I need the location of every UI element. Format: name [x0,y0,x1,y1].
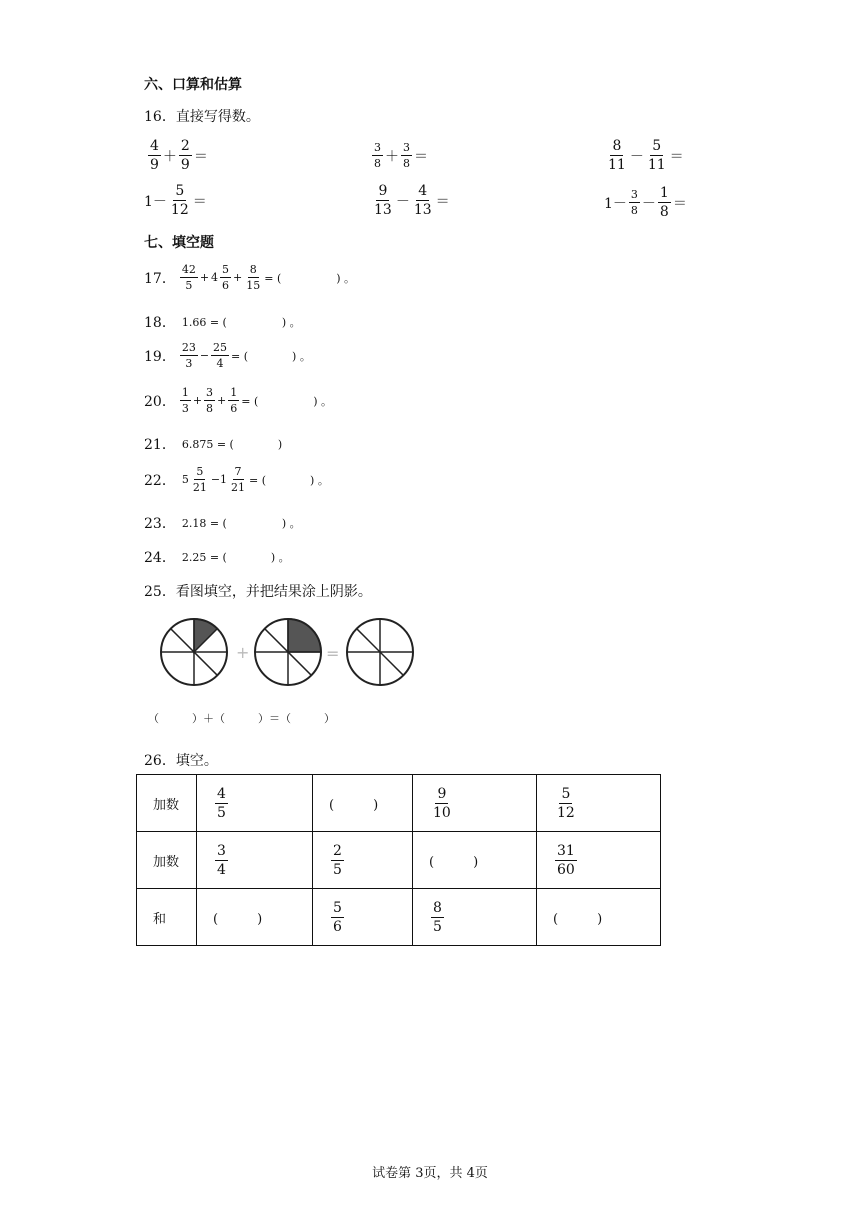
question-17: 17． 42 5 + 4 5 6 + $\frac{8}{15}$ = ( ) 。 [144,263,356,292]
plus-sign: + [236,643,250,662]
q16-item-1: 4 9 ＋ 2 9 ＝ [150,138,208,173]
question-26: 26． 填空。 [144,753,218,769]
q16-item-4: 1－ 5 12 ＝ [144,183,207,218]
row-label: 和 [137,889,197,946]
circle-3 [347,619,413,685]
table-row: 加数 $\frac{4}{5}$ ( ) $\frac{9}{10}$ $\frac{5}{12}$ [137,775,661,832]
page-footer: 试卷第 3页，共 4页 [372,1166,488,1181]
question-24: 24． 2.25 = ( ) 。 [144,550,290,566]
question-21: 21． 6.875 = ( ) [144,437,283,453]
question-18: 18． 1.66 = ( ) 。 [144,315,301,331]
circle-2 [255,619,321,685]
q16-item-2: 3 8 ＋ 3 8 ＝ [374,141,428,170]
table-row: 加数 $\frac{3}{4}$ $\frac{2}{5}$ ( ) $\frac{31}{60}$ [137,832,661,889]
q16-item-6: 1－ 3 8 － 1 8 ＝ [604,185,687,220]
blank-cell[interactable]: ( ) [413,832,537,889]
q16-prompt: 直接写得数。 [175,109,260,125]
row-label: 加数 [137,832,197,889]
section-6-title: 六、口算和估算 [144,77,242,93]
circle-1 [161,619,227,685]
question-22: 22． 5 5 21 −1 $\frac{7}{21}$ = ( ) 。 [144,465,329,494]
section-7-title: 七、填空题 [144,235,214,251]
row-label: 加数 [137,775,197,832]
question-19: 19． 23 3 − $\frac{25}{4}$ = ( ) 。 [144,341,311,370]
blank-cell[interactable]: ( ) [537,889,661,946]
question-23: 23． 2.18 = ( ) 。 [144,516,301,532]
q16-number: 16． [144,109,176,125]
blank-cell[interactable]: ( ) [197,889,313,946]
addition-table [136,774,661,946]
question-16 [144,106,260,126]
blank-cell[interactable]: ( ) [313,775,413,832]
q16-item-3: 8 11 － 5 11 ＝ [608,138,684,173]
q25-answer-line: （ ）＋（ ）＝（ ） [148,712,335,725]
question-25: 25． 看图填空，并把结果涂上阴影。 [144,584,372,600]
fraction-circles-figure [158,617,418,693]
table-row: 和 ( ) $\frac{5}{6}$ $\frac{8}{5}$ ( ) [137,889,661,946]
question-20: 20． 1 3 + $\frac{3}{8}$ + $\frac{1}{6}$ = ( ) 。 [144,386,333,415]
equals-sign: = [326,644,340,663]
q16-item-5: 9 13 － 4 13 ＝ [374,183,450,218]
